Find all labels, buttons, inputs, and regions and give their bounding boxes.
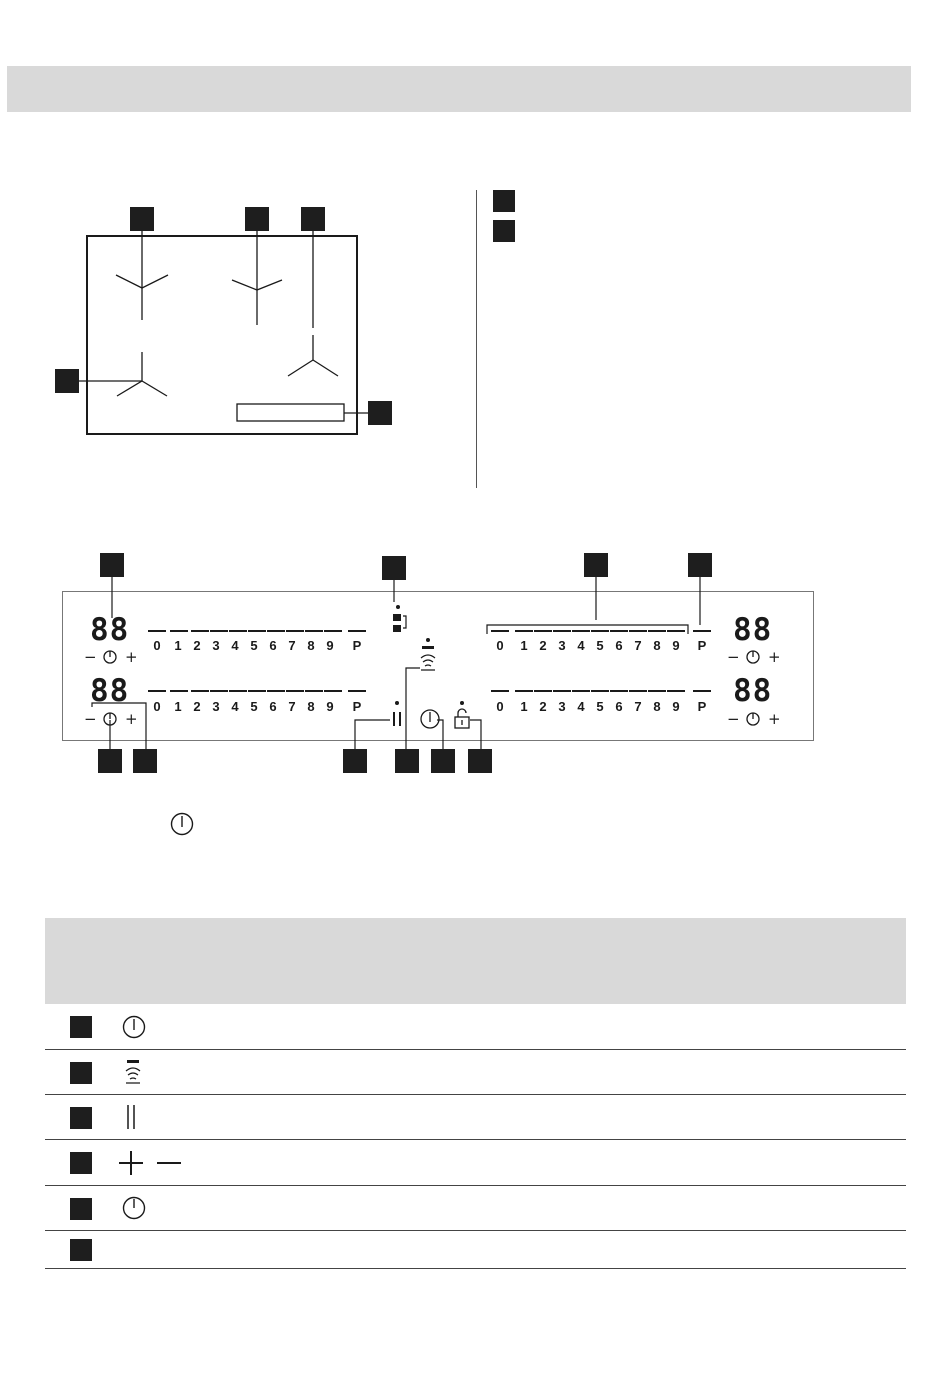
scale-label: 8 [307,699,315,714]
scale-label: 0 [153,699,161,714]
scale-label: 6 [615,699,623,714]
hob-to-hood-icon [121,1059,145,1090]
power-icon [121,1014,147,1045]
timer-icon [121,1195,147,1226]
table-row [45,1050,906,1095]
scale-label: 3 [212,699,220,714]
row-marker [70,1239,92,1261]
scale-label: 8 [653,638,661,653]
table-row [45,1186,906,1231]
timer-minus-button[interactable]: − [727,710,740,728]
timer-plus-button[interactable]: + [125,710,138,728]
scale-label: 7 [288,638,296,653]
scale-label: 9 [672,638,680,653]
timer-minus-button[interactable]: − [84,648,97,666]
scale-label: 2 [193,638,201,653]
zone-display-left-front: 88 [90,673,130,709]
scale-label: 7 [634,699,642,714]
scale-label: P [352,699,362,714]
column-divider [476,190,477,488]
table-header [45,918,906,1004]
scale-label: 6 [269,699,277,714]
timer-plus-button[interactable]: + [768,710,781,728]
legend-marker [493,220,515,242]
scale-label: 1 [174,638,182,653]
scale-label: 5 [250,638,258,653]
scale-label: P [697,638,707,653]
timer-plus-button[interactable]: + [125,648,138,666]
scale-label: 1 [520,699,528,714]
scale-label: 0 [496,699,504,714]
table-row [45,1004,906,1050]
timer-minus-button[interactable]: − [727,648,740,666]
table-row [45,1140,906,1186]
scale-label: 3 [558,699,566,714]
zone-display-right-front: 88 [733,673,773,709]
power-icon [169,811,195,837]
scale-label: 5 [596,638,604,653]
scale-label: P [697,699,707,714]
scale-label: 9 [326,699,334,714]
scale-label: 4 [577,638,585,653]
scale-label: 0 [153,638,161,653]
legend-marker [493,190,515,212]
timer-minus-button[interactable]: − [84,710,97,728]
row-marker [70,1062,92,1084]
scale-label: 5 [250,699,258,714]
scale-label: 1 [520,638,528,653]
scale-label: 8 [307,638,315,653]
scale-label: 4 [231,638,239,653]
row-marker [70,1198,92,1220]
scale-label: 0 [496,638,504,653]
control-panel-lineart [0,540,950,780]
scale-label: 9 [326,638,334,653]
table-row [45,1231,906,1269]
scale-label: 7 [288,699,296,714]
scale-label: 3 [212,638,220,653]
row-marker [70,1152,92,1174]
row-marker [70,1016,92,1038]
cooking-zone-markers [0,0,480,500]
pause-icon [121,1103,141,1136]
scale-label: 4 [231,699,239,714]
scale-label: 6 [269,638,277,653]
zone-display-left-rear: 88 [90,612,130,648]
scale-label: 7 [634,638,642,653]
row-marker [70,1107,92,1129]
plus-minus-icon [117,1149,189,1182]
zone-display-right-rear: 88 [733,612,773,648]
scale-label: 1 [174,699,182,714]
timer-plus-button[interactable]: + [768,648,781,666]
scale-label: 5 [596,699,604,714]
scale-label: 6 [615,638,623,653]
scale-label: 2 [539,638,547,653]
scale-label: 2 [193,699,201,714]
scale-label: 8 [653,699,661,714]
scale-label: 2 [539,699,547,714]
scale-label: 9 [672,699,680,714]
scale-label: P [352,638,362,653]
table-row [45,1095,906,1140]
scale-label: 3 [558,638,566,653]
scale-label: 4 [577,699,585,714]
